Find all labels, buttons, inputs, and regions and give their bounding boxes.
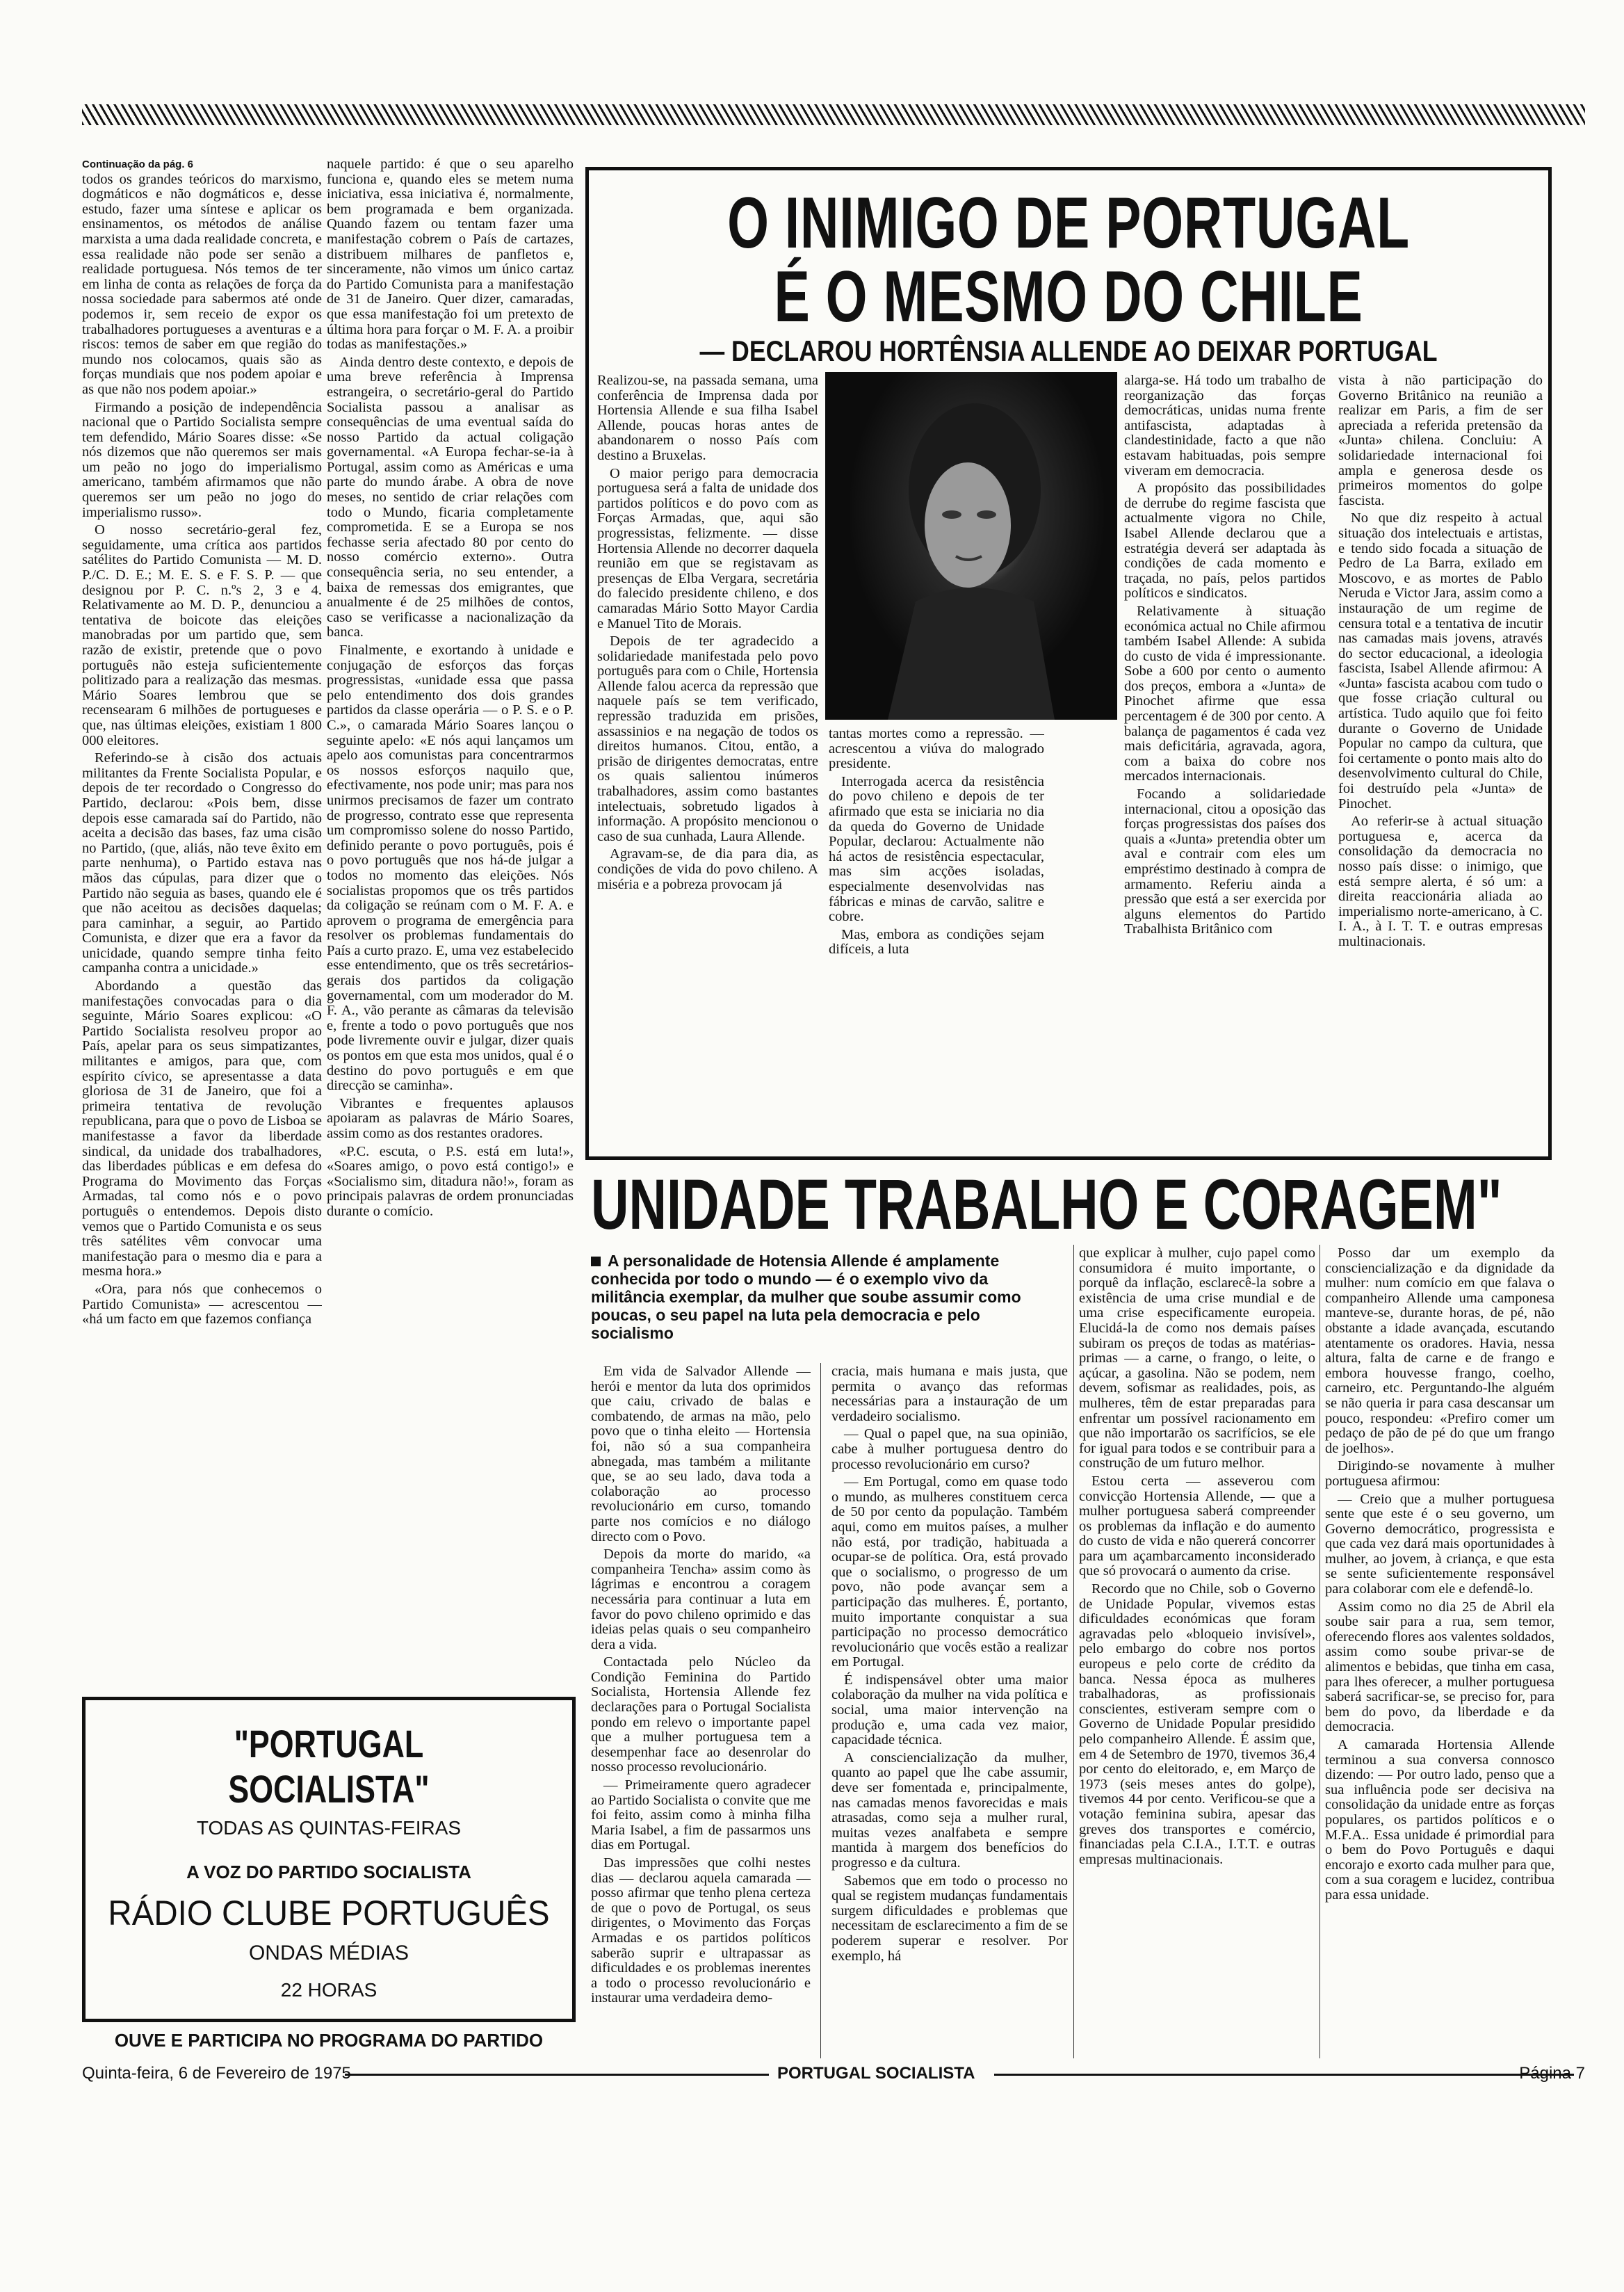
second-article-column-1 xyxy=(591,1364,811,2060)
headline-line-2: É O MESMO DO CHILE xyxy=(774,257,1363,337)
radio-advertisement xyxy=(82,1697,576,2051)
paragraph: É indispensável obter uma maior colaboração da mulher na vida política e social, uma maior intervenção na produção e, uma cada vez maior, capacidade técnica. xyxy=(831,1672,1068,1748)
paragraph: Mas, embora as condições sejam difíceis, a luta xyxy=(829,926,1044,958)
paragraph: Recordo que no Chile, sob o Governo de Unidade Popular, vivemos estas dificuldades económicas que foram agravadas pelo «bloqueio invisível», pelo embargo do cobre nos portos europeus e pelo corte de crédito da banca. Nessa época as mulheres trabalhadoras, as profissionais conscientes, estiveram sempre com o Governo de Unidade Popular presidido pelo companheiro Allende. É assim que, em 4 de Setembro de 1970, tivemos 36,4 por cento do eleitorado, e, em Março de 1973 (seis meses antes do golpe), tivemos 44 por cento. Verificou-se que a votação feminina subira, apesar das greves dos transportes e comércio, financiadas pela C.I.A., I.T.T. e outras empresas multinacionais. xyxy=(1079,1581,1315,1867)
paragraph: Depois da morte do marido, «a companheira Tencha» assim como às lágrimas e encontrou a coragem necessária para continuar a luta em favor do povo chileno oprimido e das ideias pelas quais o seu companheiro dera a vida. xyxy=(591,1547,811,1652)
paragraph: tantas mortes como a repressão. — acrescentou a viúva do malogrado presidente. xyxy=(829,727,1044,772)
paragraph: — Qual o papel que, na sua opinião, cabe à mulher portuguesa dentro do processo revolucionário em curso? xyxy=(831,1426,1068,1472)
second-article-column-4 xyxy=(1325,1246,1554,2060)
paragraph: «Ora, para nós que conhecemos o Partido Comunista» — acrescentou — «há um facto em que fazemos confiança xyxy=(82,1281,322,1327)
paragraph: todos os grandes teóricos do marxismo, dogmáticos e não dogmáticos e, desse estudo, fazer uma síntese e aplicar os ensinamentos, os métodos de análise marxista a uma dada realidade concreta, e essa realidade não pode ser senão a realidade portuguesa. Nós temos de ter em linha de conta as relações de força da nossa sociedade para sabermos até onde podemos ir, sem receio de expor os trabalhadores portugueses a aventuras e a riscos: temos de saber em que região do mundo nos colocamos, quais são as forças mundiais que nos podem apoiar e as que não nos podem apoiar.» xyxy=(82,171,322,397)
paragraph: A camarada Hortensia Allende terminou a sua conversa connosco dizendo: — Por outro lado, penso que a sua influência pode ser decisiva na consolidação da unidade entre as forças populares, os partidos políticos e o M.F.A.. Essa unidade é primordial para o bem do Povo Português e daqui encorajo e exorto cada mulher para que, com a sua coragem e lucidez, contribua para essa unidade. xyxy=(1325,1737,1554,1903)
footer-rule xyxy=(994,2074,1574,2076)
paragraph: alarga-se. Há todo um trabalho de reorganização das forças democráticas, unidas numa frente antifascista, adaptadas à clandestinidade, facto a que não estavam habituadas, pois sempre viveram em democracia. xyxy=(1124,373,1326,478)
paragraph: Ainda dentro deste contexto, e depois de uma breve referência à Imprensa estrangeira, o secretário-geral do Partido Socialista passou a analisar as consequências de uma eventual saída do nosso Partido da actual coligação governamental. «A Europa fechar-se-ia à Portugal, assim como as Américas e uma parte do mundo árabe. A obra de nove meses, no sentido de criar relações com todo o Mundo, ficaria completamente comprometida. E se a Europa se nos fechasse seria afectado 80 por cento do nosso comércio externo». Outra consequência seria, no seu entender, a baixa de remessas dos emigrantes, que anualmente é de 25 milhões de contos, caso se verificasse a nacionalização da banca. xyxy=(327,354,574,640)
left-article-column-1 xyxy=(82,157,322,1694)
paragraph: vista à não participação do Governo Britânico na reunião a realizar em Paris, a fim de ser apreciada a referida pretensão da «Junta» chilena. Concluiu: A solidariedade internacional foi ampla e generosa desde os primeiros momentos do golpe fascista. xyxy=(1338,373,1543,508)
paragraph: Focando a solidariedade internacional, citou a oposição das forças progressistas dos países dos quais a «Junta» pretendia obter um aval e contrair com eles um empréstimo destinado à compra de armamento. Referiu ainda a pressão que está a ser exercida por alguns elementos do Partido Trabalhista Britânico com xyxy=(1124,786,1326,937)
boxed-article xyxy=(585,167,1552,1160)
paragraph: A consciencialização da mulher, quanto ao papel que lhe cabe assumir, deve ser fomentada e, principalmente, nas camadas menos favorecidas e mais atrasadas, como seja a mulher rural, muitas vezes analfabeta e sempre mantida à margem dos benefícios do progresso e da cultura. xyxy=(831,1750,1068,1871)
ad-station: RÁDIO CLUBE PORTUGUÊS xyxy=(108,1894,550,1932)
paragraph: que explicar à mulher, cujo papel como consumidora é muito importante, o porquê da inflação, esclarecê-la sobre a existência de uma crise mundial e de uma crise especificamente europeia. Elucidá-la de como nos demais países subiram os preços de todas as matérias-primas — a carne, o frango, o leite, o açúcar, a gasolina. Não se podem, nem devem, sofismar as realidades, pois, as mulheres, têm de estar preparadas para enfrentar um possível racionamento em que não importarão os sacrifícios, se ele for igual para todos e se contribuir para a construção de um futuro melhor. xyxy=(1079,1246,1315,1471)
ad-title: "PORTUGAL SOCIALISTA" xyxy=(228,1722,430,1811)
paragraph: Finalmente, e exortando à unidade e conjugação de esforços das forças progressistas, «unidade essa que passa pelo entendimento dos dois grandes partidos da classe operária — o P. S. e o P. C.», o camarada Mário Soares lançou o seguinte apelo: «E nós aqui lançamos um apelo aos comunistas para concentrarmos os nossos esforços naquilo que, efectivamente, nos pode unir; mas para nos unirmos precisamos de fazer um contrato de progresso, contrato esse que representa um compromisso solene do nosso Partido, definido perante o povo português, pois é o povo português que nos há-de julgar a todos no momento das eleições. Nós socialistas propomos que os três partidos da coligação se reúnam com o M. F. A. e aprovem o programa de emergência para resolver os problemas fundamentais do País a curto prazo. E, uma vez estabelecido esse entendimento, que os três secretários-gerais dos partidos da coligação governamental, com um moderador do M. F. A., vão perante as câmaras da televisão e, frente a todo o povo português que nos pode livremente ouvir e julgar, dizer quais os pontos em que esta mos unidos, qual é o destino do povo português e em que direcção se caminha». xyxy=(327,643,574,1094)
paragraph: Agravam-se, de dia para dia, as condições de vida do povo chileno. A miséria e a pobreza provocam já xyxy=(597,846,818,892)
paragraph: Abordando a questão das manifestações convocadas para o dia seguinte, Mário Soares explicou: «O Partido Socialista resolveu propor ao País, apelar para os seus simpatizantes, militantes e amigos, para que, com espírito cívico, se apresentasse a data gloriosa de 31 de Janeiro, que foi a primeira tentativa de revolução republicana, para que o povo de Lisboa se manifestasse a favor da liberdade sindical, da unidade dos trabalhadores, das liberdades públicas e em defesa do Programa do Movimento das Forças Armadas, tal como nós e o povo português o entendemos. Depois disto vemos que o Partido Comunista e os seus três satélites vêm convocar uma manifestação para o mesmo dia e para a mesma hora.» xyxy=(82,978,322,1280)
ad-call-to-action: OUVE E PARTICIPA NO PROGRAMA DO PARTIDO xyxy=(114,2030,544,2051)
subheadline: — DECLAROU HORTÊNSIA ALLENDE AO DEIXAR PORTUGAL xyxy=(699,334,1438,367)
paragraph: — Em Portugal, como em quase todo o mundo, as mulheres constituem cerca de 50 por cento da população. Também aqui, como em muitos países, a mulher não está, por tradição, habituada a ocupar-se de política. Ora, está provado que o socialismo, o progresso de um povo, não pode avançar sem a participação das mulheres. É, portanto, muito importante conquistar a sua participação no processo democrático revolucionário que vocês estão a realizar em Portugal. xyxy=(831,1474,1068,1670)
page-footer xyxy=(82,2064,1585,2085)
lead-text: A personalidade de Hotensia Allende é amplamente conhecida por todo o mundo — é o exemplo vivo da militância exemplar, da mulher que soube assumir como poucas, o seu papel na luta pela democracia e pelo socialismo xyxy=(591,1252,1021,1342)
second-article-column-2 xyxy=(831,1364,1068,2060)
column-divider xyxy=(1073,1245,1074,2058)
paragraph: naquele partido: é que o seu aparelho funciona e, quando eles se metem numa iniciativa, essa iniciativa é, normalmente, bem programada e bem organizada. Quando fazem ou tentam fazer uma manifestação cobrem o País de cartazes, distribuem milhares de panfletos e, sinceramente, não vimos um único cartaz do Partido Comunista para a manifestação de 31 de Janeiro. Quer dizer, camaradas, que essa manifestação foi um pretexto de última hora para forçar o M. F. A. a proibir todas as manifestações.» xyxy=(327,157,574,353)
paragraph: Referindo-se à cisão dos actuais militantes da Frente Socialista Popular, e depois de ter recordado o Congresso do Partido, declarou: «Pois bem, disse depois esse camarada saí do Partido, não aceita a decisão das bases, faz uma cisão no Partido, (que, aliás, não teve êxito em parte nenhuma), o Partido estava nas mãos das cúpulas, para dizer que o Partido não seguia as bases, quando ele é que não aceitou as decisões daquelas; para caminhar, a seguir, ao Partido Comunista, e dizer que era a favor da unicidade, quando sempre tinha feito campanha contra a unicidade.» xyxy=(82,750,322,976)
paragraph: — Primeiramente quero agradecer ao Partido Socialista o convite que me foi feito, assim como à minha filha Maria Isabel, a fim de passarmos uns dias em Portugal. xyxy=(591,1777,811,1853)
continuation-label: Continuação da pág. 6 xyxy=(82,159,194,170)
footer-rule xyxy=(345,2074,769,2076)
boxed-article-column-3 xyxy=(1124,373,1326,1152)
ad-band: ONDAS MÉDIAS xyxy=(248,1942,409,1964)
boxed-article-column-1 xyxy=(597,373,818,1152)
paragraph: Vibrantes e frequentes aplausos apoiaram as palavras de Mário Soares, assim como as dos restantes oradores. xyxy=(327,1095,574,1141)
ad-slogan: A VOZ DO PARTIDO SOCIALISTA xyxy=(186,1862,471,1882)
paragraph: O maior perigo para democracia portuguesa será a falta de unidade dos partidos políticos e do povo com as Forças Armadas, que, aqui são progressistas, felizmente. — disse Hortensia Allende no decorrer daquela reunião em que se registavam as presenças de Elba Vergara, secretária do falecido presidente chileno, e dos camaradas Mário Sotto Mayor Cardia e Manuel Tito de Morais. xyxy=(597,465,818,631)
paragraph: Em vida de Salvador Allende — herói e mentor da luta dos oprimidos que caiu, crivado de balas e combatendo, de armas na mão, pelo povo que o tinha eleito — Hortensia foi, não só a sua companheira abnegada, mas também a militante que, se ao seu lado, dava toda a colaboração ao processo revolucionário em curso, tomando parte nos comícios e no diálogo directo com o Povo. xyxy=(591,1364,811,1544)
paragraph: Depois de ter agradecido a solidariedade manifestada pelo povo português para com o Chile, Hortensia Allende falou acerca da repressão que naquele país se tem verificado, repressão traduzida em prisões, assassinios e na negação de todos os direitos humanos. Citou, então, a prisão de dirigentes democratas, entre os quais salientou inúmeros trabalhadores, assim como bastantes intelectuais, sobretudo ligados à informação. A propósito mencionou o caso de sua cunhada, Laura Allende. xyxy=(597,633,818,844)
footer-page-number: Página 7 xyxy=(1519,2064,1585,2083)
second-article-lead xyxy=(591,1252,1064,1342)
footer-publication: PORTUGAL SOCIALISTA xyxy=(777,2064,975,2083)
paragraph: Relativamente à situação económica actual no Chile afirmou também Isabel Allende: A subida do custo de vida é impressionante. Sobe a 600 por cento o aumento dos preços, embora a «Junta» de Pinochet afirme que essa percentagem é de 300 por cento. A balança de pagamentos é cada vez mais deficitária, agravada, agora, com a baixa do cobre nos mercados internacionais. xyxy=(1124,603,1326,784)
paragraph: Ao referir-se à actual situação portuguesa e, acerca da consolidação da democracia no nosso país disse: o inimigo, que está sempre alerta, é só um: a direita reaccionária aliada ao imperialismo norte-americano, à C. I. A., à I. T. T. e outras empresas multinacionais. xyxy=(1338,814,1543,949)
left-article-column-2 xyxy=(327,157,574,1694)
ad-time: 22 HORAS xyxy=(280,1979,377,2001)
column-divider xyxy=(820,1363,821,2058)
paragraph: Contactada pelo Núcleo da Condição Feminina do Partido Socialista, Hortensia Allende fez declarações para o Portugal Socialista pondo em relevo o importante papel que a mulher portuguesa tem a desempenhar face ao desenrolar do nosso processo revolucionário. xyxy=(591,1654,811,1775)
bullet-icon xyxy=(591,1257,601,1266)
second-article-column-3 xyxy=(1079,1246,1315,2060)
paragraph: — Creio que a mulher portuguesa sente que este é o seu governo, um Governo democrático, progressista e que cada vez dará mais oportunidades à mulher, ao jovem, à criança, e que esta se sente suficientemente responsável para colaborar com ele e defendê-lo. xyxy=(1325,1491,1554,1597)
paragraph: cracia, mais humana e mais justa, que permita o avanço das reformas necessárias para a instauração de um verdadeiro socialismo. xyxy=(831,1364,1068,1424)
paragraph: Firmando a posição de independência nacional que o Partido Socialista sempre tem defendido, Mário Soares disse: «Se nós dizemos que não queremos ser mais um peão no jogo do imperialismo americano, também afirmamos que não queremos ser um peão no jogo do imperialismo russo». xyxy=(82,399,322,520)
paragraph: Posso dar um exemplo da consciencialização e da dignidade da mulher: num comício em que falava o companheiro Allende uma camponesa manteve-se, durante horas, de pé, não obstante a idade avançada, escutando atentamente os oradores. Havia, nessa altura, falta de carne e de frango e embora houvesse frango, coelho, carneiro, etc. Perguntando-lhe alguém se não queria ir para casa descansar um pouco, respondeu: «Prefiro comer um pedaço de pão de pé do que um frango de joelhos». xyxy=(1325,1246,1554,1456)
paragraph: A propósito das possibilidades de derrube do regime fascista que actualmente vigora no Chile, Isabel Allende declarou que a estratégia deverá ser adaptada às condições de cada momento e traçada, no país, pelos partidos políticos e sindicatos. xyxy=(1124,481,1326,602)
second-article-headline: UNIDADE TRABALHO E CORAGEM" xyxy=(591,1165,1502,1244)
paragraph: No que diz respeito à actual situação dos intelectuais e artistas, e tendo sido focada a situação de Pedro de La Barra, exilado em Moscovo, e as mortes de Pablo Neruda e Victor Jara, assim como a instauração de um regime de censura total e a tentativa de incutir nas camadas mais jovens, através do sector educacional, a ideologia fascista, Isabel Allende afirmou: A «Junta» fascista acabou com tudo o que fosse criação cultural ou artística. Tudo aquilo que foi feito durante o Governo de Unidade Popular no campo da cultura, que foi certamente o ponto mais alto do desenvolvimento cultural do Chile, foi destruído pela «Junta» de Pinochet. xyxy=(1338,510,1543,812)
paragraph: Interrogada acerca da resistência do povo chileno e depois de ter afirmado que esta se iniciaria no dia da queda do Governo de Unidade Popular, declarou: Actualmente não há actos de resistência espectacular, mas sim acções isoladas, especialmente desenvolvidas nas fábricas e minas de carvão, salitre e cobre. xyxy=(829,773,1044,925)
paragraph: Assim como no dia 25 de Abril ela soube sair para a rua, sem temor, oferecendo flores aos valentes soldados, assim como soube privar-se de alimentos e bebidas, que tinha em casa, para lhes oferecer, a mulher portuguesa saberá sacrificar-se, se preciso for, para bem do povo, da liberdade e da democracia. xyxy=(1325,1599,1554,1735)
paragraph: «P.C. escuta, o P.S. está em luta!», «Soares amigo, o povo está contigo!» e «Socialismo sim, ditadura não!», foram as principais palavras de ordem pronunciadas durante o comício. xyxy=(327,1143,574,1219)
footer-date: Quinta-feira, 6 de Fevereiro de 1975 xyxy=(82,2064,351,2083)
boxed-article-column-2 xyxy=(829,727,1044,1152)
paragraph: Das impressões que colhi nestes dias — declarou aquela camarada — posso afirmar que tenho plena certeza de que o povo de Portugal, os seus dirigentes, o Movimento das Forças Armadas e os partidos políticos saberão suprir e ultrapassar as dificuldades e os problemas inerentes a todo o processo revolucionário e instaurar uma verdadeira demo- xyxy=(591,1855,811,2006)
paragraph: O nosso secretário-geral fez, seguidamente, uma crítica aos partidos satélites do Partido Comunista — M. D. P./C. D. E.; M. E. S. e F. S. P. — que designou por P. C. n.ºs 2, 3 e 4. Relativamente ao M. D. P., denunciou a tentativa de boicote das eleições manobradas por um partido que, sem razão de existir, pretende que o povo português não esteja suficientemente politizado para a realização das mesmas. Mário Soares lembrou que se recensearam 6 milhões de portugueses e que, nas últimas eleições, existiam 1 800 000 eleitores. xyxy=(82,522,322,748)
hortensia-allende-photo xyxy=(825,372,1117,720)
ad-frequency: TODAS AS QUINTAS-FEIRAS xyxy=(196,1817,462,1839)
header-hatch-bar xyxy=(82,104,1585,125)
boxed-article-column-4 xyxy=(1338,373,1543,1152)
paragraph: Sabemos que em todo o processo no qual se registem mudanças fundamentais surgem dificuldades e problemas que necessitam de esclarecimento a fim de se poderem superar e resolver. Por exemplo, há xyxy=(831,1873,1068,1964)
headline-line-1: O INIMIGO DE PORTUGAL xyxy=(727,183,1410,264)
paragraph: Realizou-se, na passada semana, uma conferência de Imprensa dada por Hortensia Allende e sua filha Isabel Allende, poucas horas antes de abandonarem o nosso País com destino a Bruxelas. xyxy=(597,373,818,463)
paragraph: Estou certa — asseverou com convicção Hortensia Allende, — que a mulher portuguesa saberá compreender os problemas da inflação e do aumento do custo de vida e não quererá concorrer para um açambarcamento inconsiderado que só provocará o aumento da crise. xyxy=(1079,1473,1315,1579)
paragraph: Dirigindo-se novamente à mulher portuguesa afirmou: xyxy=(1325,1458,1554,1489)
